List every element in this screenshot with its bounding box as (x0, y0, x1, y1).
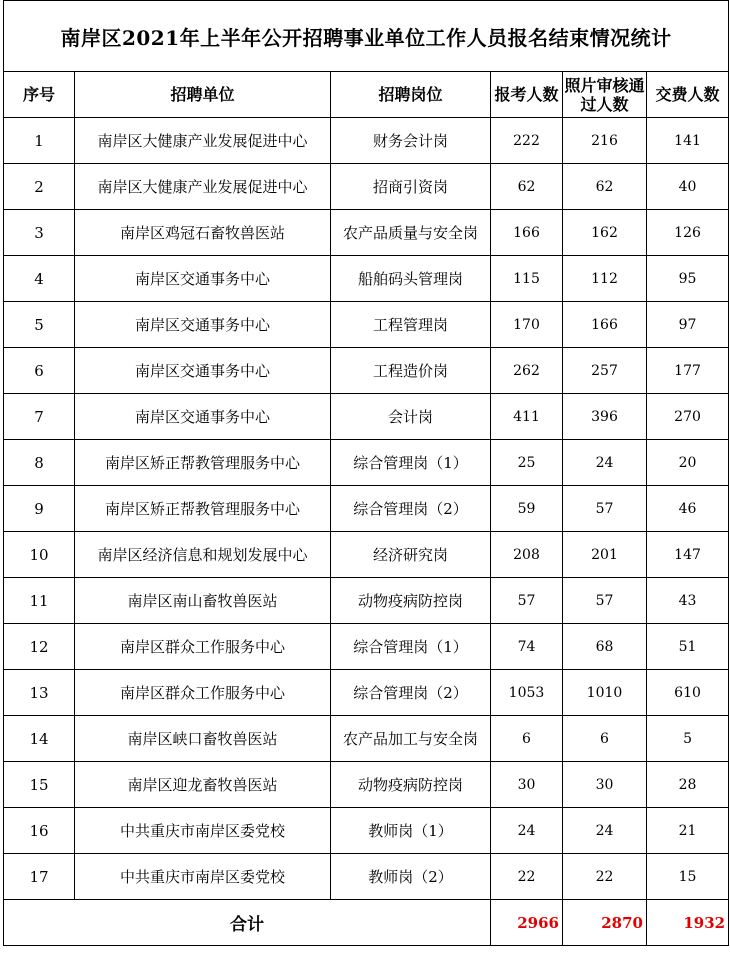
cell-photo-passed: 22 (563, 854, 647, 900)
table-row (4, 486, 729, 532)
cell-photo-passed: 112 (563, 256, 647, 302)
cell-unit: 中共重庆市南岸区委党校 (75, 854, 331, 900)
table-row (4, 578, 729, 624)
header-photo-passed: 照片审核通过人数 (563, 72, 647, 118)
cell-photo-passed: 24 (563, 808, 647, 854)
cell-unit: 南岸区矫正帮教管理服务中心 (75, 486, 331, 532)
cell-paid: 46 (647, 486, 729, 532)
cell-index: 2 (4, 164, 75, 210)
cell-position: 财务会计岗 (331, 118, 491, 164)
cell-unit: 南岸区迎龙畜牧兽医站 (75, 762, 331, 808)
cell-paid: 147 (647, 532, 729, 578)
cell-photo-passed: 396 (563, 394, 647, 440)
registration-table (3, 0, 729, 946)
cell-position: 工程造价岗 (331, 348, 491, 394)
cell-unit: 南岸区交通事务中心 (75, 348, 331, 394)
cell-photo-passed: 30 (563, 762, 647, 808)
table-row (4, 256, 729, 302)
cell-unit: 南岸区大健康产业发展促进中心 (75, 164, 331, 210)
cell-applicants: 262 (491, 348, 563, 394)
cell-unit: 中共重庆市南岸区委党校 (75, 808, 331, 854)
cell-index: 9 (4, 486, 75, 532)
cell-paid: 270 (647, 394, 729, 440)
cell-photo-passed: 57 (563, 578, 647, 624)
cell-position: 动物疫病防控岗 (331, 578, 491, 624)
cell-position: 综合管理岗（1） (331, 440, 491, 486)
cell-index: 17 (4, 854, 75, 900)
cell-position: 经济研究岗 (331, 532, 491, 578)
cell-paid: 97 (647, 302, 729, 348)
cell-applicants: 222 (491, 118, 563, 164)
table-row (4, 164, 729, 210)
cell-applicants: 25 (491, 440, 563, 486)
table-row (4, 210, 729, 256)
cell-applicants: 166 (491, 210, 563, 256)
table-row (4, 348, 729, 394)
cell-unit: 南岸区交通事务中心 (75, 394, 331, 440)
cell-applicants: 22 (491, 854, 563, 900)
table-row (4, 762, 729, 808)
table-row (4, 716, 729, 762)
cell-index: 16 (4, 808, 75, 854)
cell-position: 综合管理岗（1） (331, 624, 491, 670)
cell-position: 会计岗 (331, 394, 491, 440)
cell-unit: 南岸区经济信息和规划发展中心 (75, 532, 331, 578)
cell-applicants: 411 (491, 394, 563, 440)
cell-index: 12 (4, 624, 75, 670)
cell-paid: 21 (647, 808, 729, 854)
cell-photo-passed: 162 (563, 210, 647, 256)
cell-position: 农产品质量与安全岗 (331, 210, 491, 256)
cell-applicants: 57 (491, 578, 563, 624)
cell-photo-passed: 257 (563, 348, 647, 394)
cell-photo-passed: 24 (563, 440, 647, 486)
cell-applicants: 1053 (491, 670, 563, 716)
cell-index: 11 (4, 578, 75, 624)
cell-photo-passed: 166 (563, 302, 647, 348)
cell-applicants: 170 (491, 302, 563, 348)
header-index: 序号 (4, 72, 75, 118)
cell-photo-passed: 68 (563, 624, 647, 670)
table-row (4, 624, 729, 670)
cell-index: 6 (4, 348, 75, 394)
cell-index: 1 (4, 118, 75, 164)
cell-index: 7 (4, 394, 75, 440)
cell-index: 5 (4, 302, 75, 348)
cell-paid: 40 (647, 164, 729, 210)
header-applicants: 报考人数 (491, 72, 563, 118)
cell-index: 4 (4, 256, 75, 302)
cell-position: 招商引资岗 (331, 164, 491, 210)
cell-paid: 51 (647, 624, 729, 670)
cell-position: 综合管理岗（2） (331, 486, 491, 532)
cell-index: 10 (4, 532, 75, 578)
cell-photo-passed: 1010 (563, 670, 647, 716)
cell-paid: 43 (647, 578, 729, 624)
cell-applicants: 59 (491, 486, 563, 532)
total-applicants: 2966 (491, 900, 563, 946)
cell-applicants: 6 (491, 716, 563, 762)
cell-paid: 141 (647, 118, 729, 164)
cell-paid: 5 (647, 716, 729, 762)
cell-position: 工程管理岗 (331, 302, 491, 348)
cell-applicants: 62 (491, 164, 563, 210)
cell-paid: 126 (647, 210, 729, 256)
cell-position: 动物疫病防控岗 (331, 762, 491, 808)
cell-unit: 南岸区大健康产业发展促进中心 (75, 118, 331, 164)
cell-position: 教师岗（2） (331, 854, 491, 900)
table-row (4, 440, 729, 486)
header-unit: 招聘单位 (75, 72, 331, 118)
cell-paid: 15 (647, 854, 729, 900)
cell-photo-passed: 216 (563, 118, 647, 164)
header-paid: 交费人数 (647, 72, 729, 118)
cell-position: 教师岗（1） (331, 808, 491, 854)
table-row (4, 854, 729, 900)
total-photo-passed: 2870 (563, 900, 647, 946)
cell-index: 13 (4, 670, 75, 716)
title-row (4, 1, 729, 72)
cell-unit: 南岸区矫正帮教管理服务中心 (75, 440, 331, 486)
cell-applicants: 24 (491, 808, 563, 854)
header-row (4, 72, 729, 118)
cell-photo-passed: 201 (563, 532, 647, 578)
total-paid: 1932 (647, 900, 729, 946)
cell-index: 14 (4, 716, 75, 762)
cell-applicants: 115 (491, 256, 563, 302)
cell-photo-passed: 6 (563, 716, 647, 762)
statistics-sheet (3, 0, 728, 948)
cell-photo-passed: 62 (563, 164, 647, 210)
cell-unit: 南岸区交通事务中心 (75, 256, 331, 302)
cell-unit: 南岸区交通事务中心 (75, 302, 331, 348)
cell-unit: 南岸区群众工作服务中心 (75, 670, 331, 716)
cell-paid: 177 (647, 348, 729, 394)
cell-unit: 南岸区峡口畜牧兽医站 (75, 716, 331, 762)
cell-paid: 20 (647, 440, 729, 486)
table-row (4, 118, 729, 164)
table-title: 南岸区2021年上半年公开招聘事业单位工作人员报名结束情况统计 (4, 1, 729, 72)
cell-applicants: 30 (491, 762, 563, 808)
cell-paid: 95 (647, 256, 729, 302)
cell-unit: 南岸区群众工作服务中心 (75, 624, 331, 670)
cell-unit: 南岸区南山畜牧兽医站 (75, 578, 331, 624)
total-label: 合计 (4, 900, 491, 946)
cell-applicants: 74 (491, 624, 563, 670)
cell-position: 农产品加工与安全岗 (331, 716, 491, 762)
table-row (4, 394, 729, 440)
cell-position: 船舶码头管理岗 (331, 256, 491, 302)
cell-applicants: 208 (491, 532, 563, 578)
total-row (4, 900, 729, 946)
cell-index: 15 (4, 762, 75, 808)
header-position: 招聘岗位 (331, 72, 491, 118)
cell-photo-passed: 57 (563, 486, 647, 532)
cell-index: 3 (4, 210, 75, 256)
cell-unit: 南岸区鸡冠石畜牧兽医站 (75, 210, 331, 256)
table-row (4, 532, 729, 578)
cell-index: 8 (4, 440, 75, 486)
cell-paid: 610 (647, 670, 729, 716)
cell-paid: 28 (647, 762, 729, 808)
table-row (4, 302, 729, 348)
table-row (4, 670, 729, 716)
cell-position: 综合管理岗（2） (331, 670, 491, 716)
table-row (4, 808, 729, 854)
